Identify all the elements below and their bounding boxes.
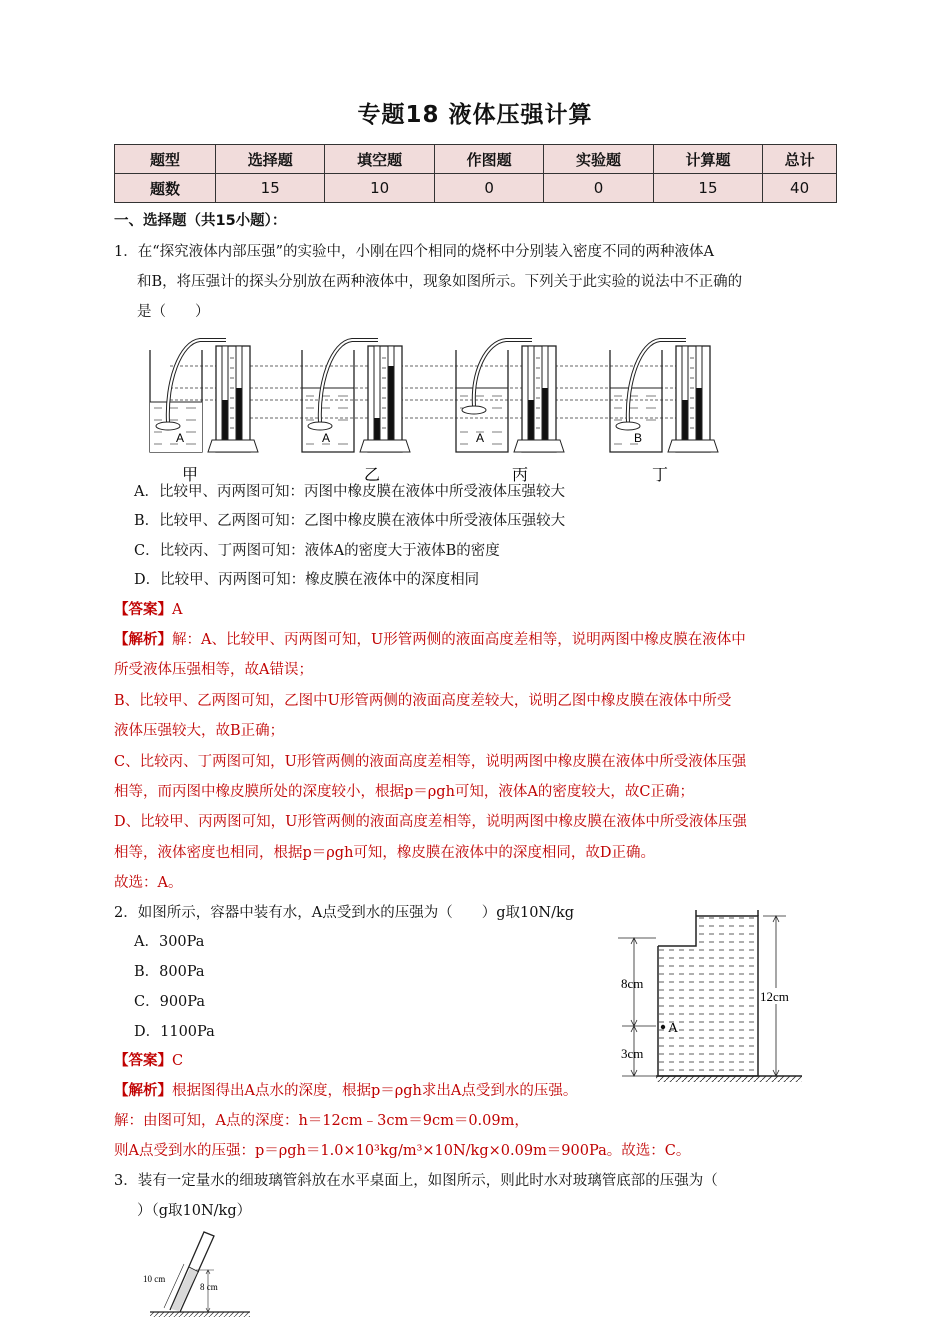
q3-stem-line: ）（g取10N/kg） [137,1203,252,1219]
q1-analysis-line: D、比较甲、丙两图可知，U形管两侧的液面高度差相等，说明两图中橡皮膜在液体中所受液体压强 [114,814,747,830]
setup-bing [456,340,564,452]
q2-stem: 2．如图所示，容器中装有水，A点受到水的压强为（ ）g取10N/kg [114,905,575,921]
section-heading: 一、选择题（共15小题）： [114,213,287,229]
table-cell: 题型 [115,145,216,174]
q2-option-a: A．300Pa [134,934,205,950]
dimension-label-3cm: 3cm [621,1046,644,1061]
table-cell: 作图题 [434,145,543,174]
analysis-tag: 【解析】 [114,631,172,648]
q1-figure [130,322,690,487]
table-cell: 15 [216,174,325,203]
q2-figure [618,906,808,1084]
dimension-label-10cm: 10 cm [143,1274,166,1284]
q1-analysis-line: 所受液体压强相等，故A错误； [114,662,313,678]
q1-stem-line: 1．在“探究液体内部压强”的实验中，小刚在四个相同的烧杯中分别装入密度不同的两种液体A [114,244,715,260]
dimension-label-12cm: 12cm [760,989,789,1004]
table-cell: 总计 [763,145,837,174]
q2-option-c: C．900Pa [134,994,206,1010]
table-cell: 0 [434,174,543,203]
table-cell: 实验题 [544,145,653,174]
q1-analysis-line: 相等，液体密度也相同，根据p＝ρgh可知，橡皮膜在液体中的深度相同，故D正确。 [114,845,656,861]
q2-analysis-line: 则A点受到水的压强：p＝ρgh＝1.0×10³kg/m³×10N/kg×0.09m＝900Pa。故选：C。 [114,1143,691,1159]
q1-analysis-line: C、比较丙、丁两图可知，U形管两侧的液面高度差相等，说明两图中橡皮膜在液体中所受液体压强 [114,754,747,770]
point-a-marker [661,1025,665,1029]
q1-answer [114,600,182,620]
q3-stem-line: 3．装有一定量水的细玻璃管斜放在水平桌面上，如图所示，则此时水对玻璃管底部的压强为（ [114,1173,718,1189]
q2-option-d: D．1100Pa [134,1024,215,1040]
analysis-text: 解：A、比较甲、丙两图可知，U形管两侧的液面高度差相等，说明两图中橡皮膜在液体中 [172,632,746,648]
table-header-row [115,145,837,174]
figure-caption: 乙 [364,465,381,484]
dimension-label-8cm: 8cm [621,976,644,991]
q1-analysis-line [114,630,746,650]
q1-option-a: A．比较甲、丙两图可知：丙图中橡皮膜在液体中所受液体压强较大 [134,484,565,500]
question-stats-table [114,144,837,203]
setup-ding [610,340,718,452]
dimension-label-8cm: 8 cm [200,1282,218,1292]
table-cell: 15 [653,174,762,203]
setup-jia [150,340,258,452]
figure-caption: 丙 [512,465,529,484]
answer-tag: 【答案】 [114,1052,172,1069]
answer-value: A [172,602,183,618]
setup-yi [302,340,410,452]
q1-analysis-line: B、比较甲、乙两图可知，乙图中U形管两侧的液面高度差较大，说明乙图中橡皮膜在液体中所受 [114,693,732,709]
table-cell: 题数 [115,174,216,203]
table-row [115,174,837,203]
q2-option-b: B．800Pa [134,964,205,980]
table-cell: 选择题 [216,145,325,174]
probe-label: A [322,431,331,445]
q1-analysis-line: 液体压强较大，故B正确； [114,723,285,739]
probe-label: A [476,431,485,445]
analysis-text: 根据图得出A点水的深度，根据p＝ρgh求出A点受到水的压强。 [172,1083,578,1099]
analysis-tag: 【解析】 [114,1082,172,1099]
q2-analysis-line [114,1081,577,1101]
q1-option-d: D．比较甲、丙两图可知：橡皮膜在液体中的深度相同 [134,572,480,588]
answer-tag: 【答案】 [114,601,172,618]
q1-analysis-line: 相等，而丙图中橡皮膜所处的深度较小，根据p＝ρgh可知，液体A的密度较大，故C正确； [114,784,694,800]
figure-caption: 丁 [652,465,669,484]
q1-stem-line: 是（ ） [137,304,210,320]
answer-value: C [172,1053,184,1069]
table-cell: 计算题 [653,145,762,174]
q2-analysis-line: 解：由图可知，A点的深度：h＝12cm﹣3cm＝9cm＝0.09m， [114,1113,529,1129]
q1-analysis-line: 故选：A。 [114,875,183,891]
page-title: 专题18 液体压强计算 [357,102,593,128]
table-cell: 10 [325,174,434,203]
q1-option-c: C．比较丙、丁两图可知：液体A的密度大于液体B的密度 [134,543,500,559]
table-cell: 填空题 [325,145,434,174]
q1-stem-line: 和B，将压强计的探头分别放在两种液体中，现象如图所示。下列关于此实验的说法中不正确的 [137,274,743,290]
q1-option-b: B．比较甲、乙两图可知：乙图中橡皮膜在液体中所受液体压强较大 [134,513,566,529]
q2-answer [114,1051,183,1071]
table-cell: 40 [763,174,837,203]
probe-label: B [634,431,643,445]
figure-caption: 甲 [182,465,199,484]
q3-figure [140,1226,260,1318]
probe-label: A [176,431,185,445]
point-a-label: A [668,1021,679,1036]
table-cell: 0 [544,174,653,203]
